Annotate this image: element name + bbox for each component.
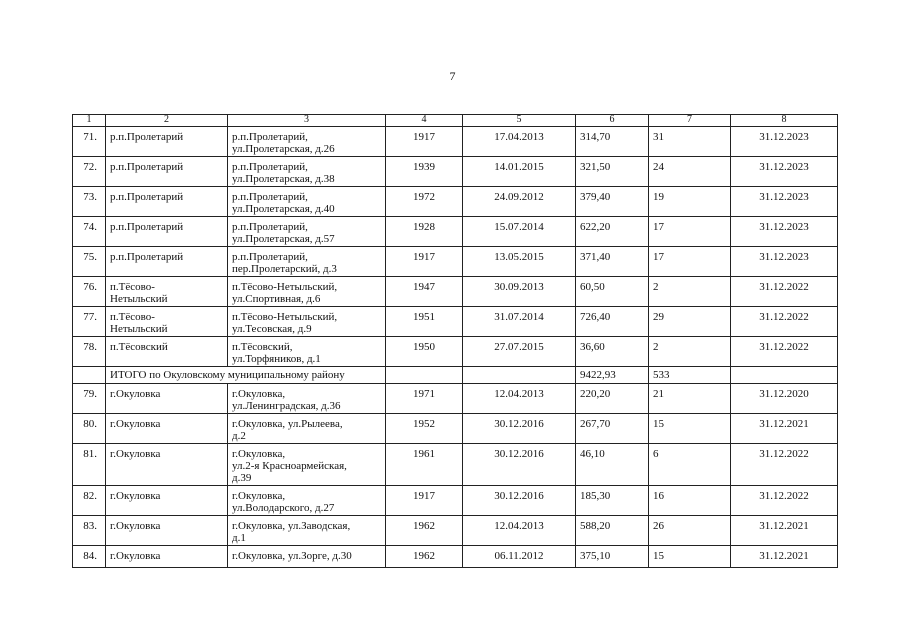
table-row (73, 247, 838, 277)
deadline-cell: 31.12.2021 (731, 414, 838, 444)
deadline-cell: 31.12.2020 (731, 384, 838, 414)
deadline-cell: 31.12.2022 (731, 307, 838, 337)
count-cell: 31 (649, 127, 731, 157)
address-line: г.Окуловка, (232, 490, 286, 502)
count-cell: 2 (649, 277, 731, 307)
settlement-cell (106, 516, 228, 546)
row-number: 84. (73, 546, 106, 568)
deadline-cell: 31.12.2023 (731, 127, 838, 157)
build-year-cell: 1917 (386, 127, 463, 157)
row-number: 82. (73, 486, 106, 516)
build-year-cell: 1971 (386, 384, 463, 414)
count-cell: 19 (649, 187, 731, 217)
address-cell (228, 247, 386, 277)
settlement-cell (106, 384, 228, 414)
header-cell: 2 (106, 115, 228, 127)
count-cell: 21 (649, 384, 731, 414)
address-line: р.п.Пролетарий, (232, 131, 308, 143)
header-row (73, 115, 838, 127)
build-year-cell: 1962 (386, 546, 463, 568)
deadline-cell: 31.12.2022 (731, 444, 838, 486)
address-line: ул.Торфяников, д.1 (232, 353, 321, 365)
address-line: пер.Пролетарский, д.3 (232, 263, 337, 275)
address-line: п.Тёсово-Нетыльский, (232, 311, 338, 323)
address-cell (228, 384, 386, 414)
build-year-cell: 1950 (386, 337, 463, 367)
settlement-line: Нетыльский (110, 293, 168, 305)
row-number: 80. (73, 414, 106, 444)
address-cell (228, 414, 386, 444)
count-cell: 17 (649, 247, 731, 277)
address-line: р.п.Пролетарий, (232, 191, 308, 203)
header-cell: 6 (576, 115, 649, 127)
address-line: д.39 (232, 472, 252, 484)
table-row (73, 444, 838, 486)
row-number: 76. (73, 277, 106, 307)
area-cell: 588,20 (576, 516, 649, 546)
row-number: 77. (73, 307, 106, 337)
row-number: 79. (73, 384, 106, 414)
table-row (73, 127, 838, 157)
settlement-cell (106, 157, 228, 187)
address-line: ул.Пролетарская, д.57 (232, 233, 335, 245)
date-cell: 27.07.2015 (463, 337, 576, 367)
address-line: г.Окуловка, (232, 448, 286, 460)
deadline-cell: 31.12.2022 (731, 277, 838, 307)
count-cell: 17 (649, 217, 731, 247)
build-year-cell: 1947 (386, 277, 463, 307)
area-cell: 220,20 (576, 384, 649, 414)
date-cell: 30.12.2016 (463, 444, 576, 486)
settlement-cell (106, 486, 228, 516)
build-year-cell: 1961 (386, 444, 463, 486)
settlement-line: г.Окуловка (110, 520, 161, 532)
address-line: д.1 (232, 532, 246, 544)
address-cell (228, 277, 386, 307)
count-cell: 6 (649, 444, 731, 486)
address-line: ул.Спортивная, д.6 (232, 293, 321, 305)
build-year-cell: 1951 (386, 307, 463, 337)
row-number: 81. (73, 444, 106, 486)
build-year-cell: 1952 (386, 414, 463, 444)
build-year-cell: 1939 (386, 157, 463, 187)
address-cell (228, 307, 386, 337)
count-cell: 15 (649, 546, 731, 568)
address-line: ул.Пролетарская, д.40 (232, 203, 335, 215)
address-line: ул.Пролетарская, д.38 (232, 173, 335, 185)
settlement-cell (106, 127, 228, 157)
table-row (73, 217, 838, 247)
address-line: п.Тёсовский, (232, 341, 293, 353)
total-count: 533 (649, 367, 731, 384)
address-cell (228, 337, 386, 367)
row-number: 83. (73, 516, 106, 546)
address-line: п.Тёсово-Нетыльский, (232, 281, 338, 293)
address-line: г.Окуловка, ул.Рылеева, (232, 418, 343, 430)
build-year-cell: 1972 (386, 187, 463, 217)
date-cell: 30.12.2016 (463, 414, 576, 444)
deadline-cell: 31.12.2022 (731, 486, 838, 516)
date-cell: 06.11.2012 (463, 546, 576, 568)
deadline-cell: 31.12.2023 (731, 247, 838, 277)
date-cell: 12.04.2013 (463, 384, 576, 414)
area-cell: 267,70 (576, 414, 649, 444)
address-cell (228, 217, 386, 247)
deadline-cell: 31.12.2021 (731, 546, 838, 568)
settlement-cell (106, 444, 228, 486)
table-body (73, 127, 838, 568)
settlement-cell (106, 277, 228, 307)
build-year-cell: 1917 (386, 247, 463, 277)
settlement-cell (106, 337, 228, 367)
area-cell: 321,50 (576, 157, 649, 187)
address-line: р.п.Пролетарий, (232, 251, 308, 263)
table-row (73, 486, 838, 516)
header-cell: 4 (386, 115, 463, 127)
header-cell: 3 (228, 115, 386, 127)
empty-cell (386, 367, 463, 384)
area-cell: 622,20 (576, 217, 649, 247)
housing-table (72, 114, 838, 568)
address-line: ул.Ленинградская, д.36 (232, 400, 341, 412)
empty-cell (731, 367, 838, 384)
address-line: г.Окуловка, ул.Зорге, д.30 (232, 550, 352, 562)
date-cell: 31.07.2014 (463, 307, 576, 337)
settlement-line: г.Окуловка (110, 550, 161, 562)
date-cell: 13.05.2015 (463, 247, 576, 277)
table-row (73, 277, 838, 307)
table-row (73, 414, 838, 444)
empty-cell (463, 367, 576, 384)
address-cell (228, 157, 386, 187)
deadline-cell: 31.12.2021 (731, 516, 838, 546)
date-cell: 17.04.2013 (463, 127, 576, 157)
settlement-line: Нетыльский (110, 323, 168, 335)
count-cell: 16 (649, 486, 731, 516)
build-year-cell: 1917 (386, 486, 463, 516)
deadline-cell: 31.12.2023 (731, 187, 838, 217)
address-line: ул.Пролетарская, д.26 (232, 143, 335, 155)
page-number: 7 (449, 69, 456, 83)
date-cell: 14.01.2015 (463, 157, 576, 187)
total-label: ИТОГО по Окуловскому муниципальному району (106, 367, 386, 384)
address-cell (228, 444, 386, 486)
settlement-cell (106, 217, 228, 247)
row-number: 71. (73, 127, 106, 157)
settlement-line: р.п.Пролетарий (110, 251, 184, 263)
date-cell: 24.09.2012 (463, 187, 576, 217)
table-row (73, 307, 838, 337)
area-cell: 36,60 (576, 337, 649, 367)
table-row (73, 157, 838, 187)
address-line: р.п.Пролетарий, (232, 221, 308, 233)
settlement-line: р.п.Пролетарий (110, 131, 184, 143)
address-cell (228, 546, 386, 568)
count-cell: 2 (649, 337, 731, 367)
settlement-cell (106, 187, 228, 217)
count-cell: 24 (649, 157, 731, 187)
area-cell: 185,30 (576, 486, 649, 516)
area-cell: 371,40 (576, 247, 649, 277)
header-cell: 1 (73, 115, 106, 127)
table-row (73, 187, 838, 217)
settlement-line: р.п.Пролетарий (110, 221, 184, 233)
deadline-cell: 31.12.2023 (731, 217, 838, 247)
table-row (73, 337, 838, 367)
address-line: ул.Тесовская, д.9 (232, 323, 312, 335)
address-cell (228, 127, 386, 157)
settlement-line: г.Окуловка (110, 490, 161, 502)
row-number: 72. (73, 157, 106, 187)
build-year-cell: 1962 (386, 516, 463, 546)
settlement-cell (106, 546, 228, 568)
settlement-line: г.Окуловка (110, 418, 161, 430)
address-line: ул.2-я Красноармейская, (232, 460, 347, 472)
date-cell: 30.09.2013 (463, 277, 576, 307)
header-cell: 5 (463, 115, 576, 127)
row-number: 73. (73, 187, 106, 217)
table-row (73, 384, 838, 414)
address-cell (228, 187, 386, 217)
build-year-cell: 1928 (386, 217, 463, 247)
address-line: р.п.Пролетарий, (232, 161, 308, 173)
address-line: д.2 (232, 430, 246, 442)
area-cell: 314,70 (576, 127, 649, 157)
table-row (73, 516, 838, 546)
table-row (73, 546, 838, 568)
area-cell: 726,40 (576, 307, 649, 337)
total-area: 9422,93 (576, 367, 649, 384)
address-line: г.Окуловка, (232, 388, 286, 400)
row-number: 74. (73, 217, 106, 247)
deadline-cell: 31.12.2023 (731, 157, 838, 187)
settlement-line: г.Окуловка (110, 448, 161, 460)
area-cell: 379,40 (576, 187, 649, 217)
count-cell: 15 (649, 414, 731, 444)
settlement-line: р.п.Пролетарий (110, 191, 184, 203)
settlement-line: п.Тёсово- (110, 281, 155, 293)
settlement-cell (106, 247, 228, 277)
address-cell (228, 516, 386, 546)
count-cell: 29 (649, 307, 731, 337)
area-cell: 60,50 (576, 277, 649, 307)
deadline-cell: 31.12.2022 (731, 337, 838, 367)
settlement-cell (106, 307, 228, 337)
area-cell: 375,10 (576, 546, 649, 568)
count-cell: 26 (649, 516, 731, 546)
address-line: г.Окуловка, ул.Заводская, (232, 520, 351, 532)
empty-cell (73, 367, 106, 384)
settlement-cell (106, 414, 228, 444)
settlement-line: р.п.Пролетарий (110, 161, 184, 173)
date-cell: 30.12.2016 (463, 486, 576, 516)
area-cell: 46,10 (576, 444, 649, 486)
address-cell (228, 486, 386, 516)
settlement-line: г.Окуловка (110, 388, 161, 400)
address-line: ул.Володарского, д.27 (232, 502, 335, 514)
settlement-line: п.Тёсово- (110, 311, 155, 323)
header-cell: 7 (649, 115, 731, 127)
settlement-line: п.Тёсовский (110, 341, 168, 353)
date-cell: 15.07.2014 (463, 217, 576, 247)
date-cell: 12.04.2013 (463, 516, 576, 546)
header-cell: 8 (731, 115, 838, 127)
total-row (73, 367, 838, 384)
row-number: 78. (73, 337, 106, 367)
row-number: 75. (73, 247, 106, 277)
